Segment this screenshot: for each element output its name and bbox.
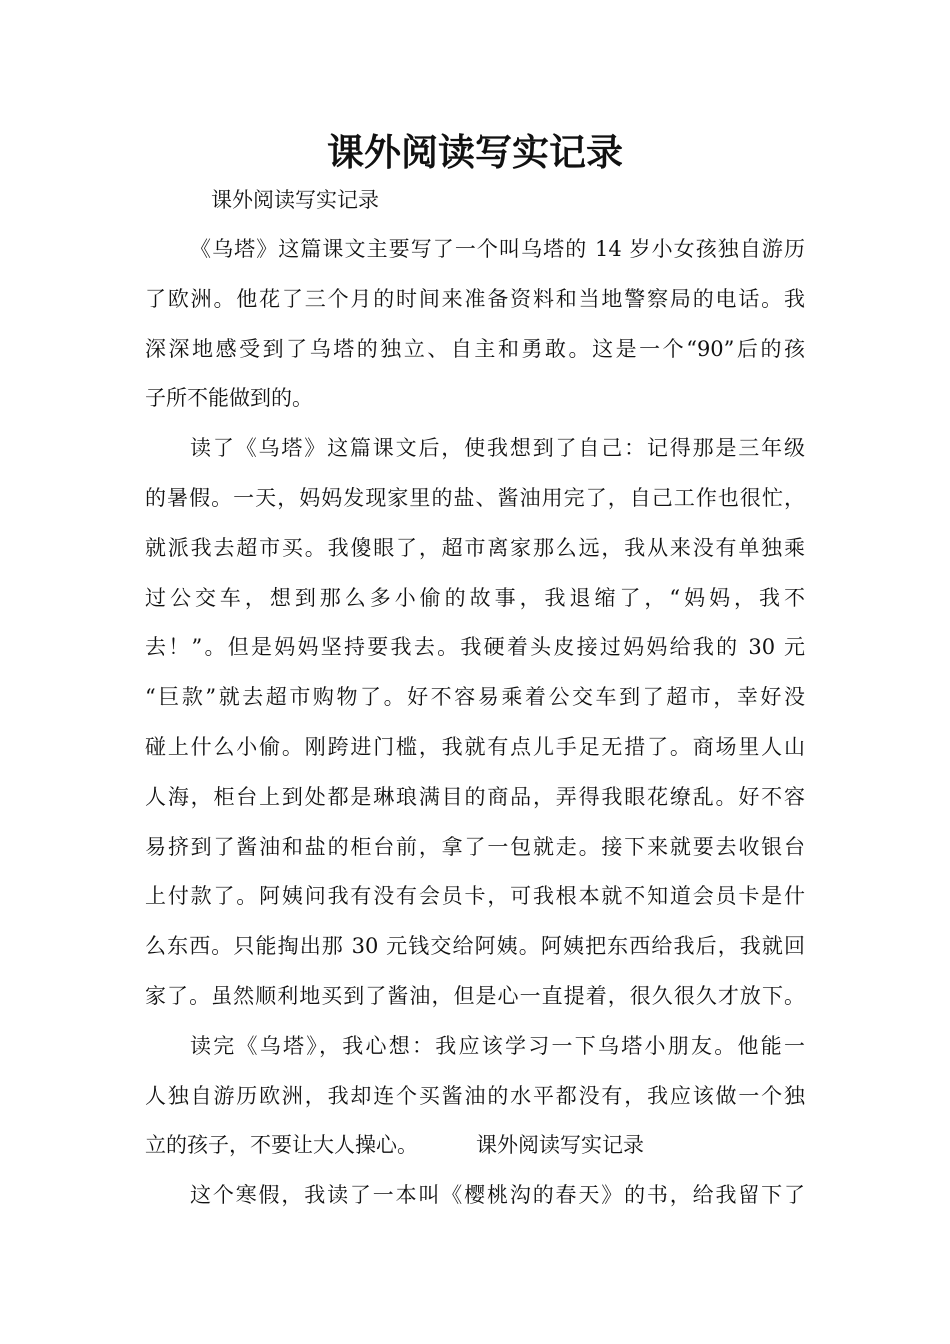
- paragraph-line: 了欧洲。他花了三个月的时间来准备资料和当地警察局的电话。我: [145, 286, 805, 311]
- paragraph-line: 上付款了。阿姨问我有没有会员卡，可我根本就不知道会员卡是什: [145, 884, 805, 909]
- document-title: 课外阅读写实记录: [327, 130, 623, 174]
- paragraph-line: 读了《乌塔》这篇课文后，使我想到了自己：记得那是三年级: [190, 436, 805, 461]
- document-body: [145, 225, 805, 1221]
- paragraph-line: 家了。虽然顺利地买到了酱油，但是心一直提着，很久很久才放下。: [145, 983, 805, 1008]
- paragraph-line: 去！”。但是妈妈坚持要我去。我硬着头皮接过妈妈给我的 30 元: [145, 635, 805, 660]
- paragraph-line: 人独自游历欧洲，我却连个买酱油的水平都没有，我应该做一个独: [145, 1083, 805, 1108]
- paragraph-line: 深深地感受到了乌塔的独立、自主和勇敢。这是一个“90”后的孩: [145, 336, 805, 361]
- paragraph: [145, 424, 805, 1022]
- paragraph-line: 的暑假。一天，妈妈发现家里的盐、酱油用完了，自己工作也很忙，: [145, 485, 805, 510]
- paragraph-line: 碰上什么小偷。刚跨进门槛，我就有点儿手足无措了。商场里人山: [145, 734, 805, 759]
- paragraph-line: 子所不能做到的。: [145, 386, 313, 411]
- paragraph: [145, 1171, 805, 1221]
- paragraph: [145, 1022, 805, 1171]
- paragraph-line: “巨款”就去超市购物了。好不容易乘着公交车到了超市，幸好没: [145, 685, 805, 710]
- paragraph-line: 易挤到了酱油和盐的柜台前，拿了一包就走。接下来就要去收银台: [145, 834, 805, 859]
- paragraph-line: 么东西。只能掏出那 30 元钱交给阿姨。阿姨把东西给我后，我就回: [145, 934, 805, 959]
- paragraph: [145, 225, 805, 424]
- inline-section-heading: 课外阅读写实记录: [476, 1133, 644, 1158]
- paragraph-line-with-heading: [145, 1121, 805, 1171]
- paragraph-line: 就派我去超市买。我傻眼了，超市离家那么远，我从来没有单独乘: [145, 535, 805, 560]
- paragraph-line: 立的孩子，不要让大人操心。: [145, 1133, 418, 1158]
- paragraph-line: 读完《乌塔》，我心想：我应该学习一下乌塔小朋友。他能一: [190, 1033, 805, 1058]
- paragraph-line: 这个寒假，我读了一本叫《樱桃沟的春天》的书，给我留下了: [190, 1183, 805, 1208]
- document-subtitle: 课外阅读写实记录: [211, 188, 379, 212]
- paragraph-line: 《乌塔》这篇课文主要写了一个叫乌塔的 14 岁小女孩独自游历: [190, 237, 805, 261]
- paragraph-line: 过公交车，想到那么多小偷的故事，我退缩了，“妈妈，我不: [145, 585, 805, 610]
- paragraph-line: 人海，柜台上到处都是琳琅满目的商品，弄得我眼花缭乱。好不容: [145, 784, 805, 809]
